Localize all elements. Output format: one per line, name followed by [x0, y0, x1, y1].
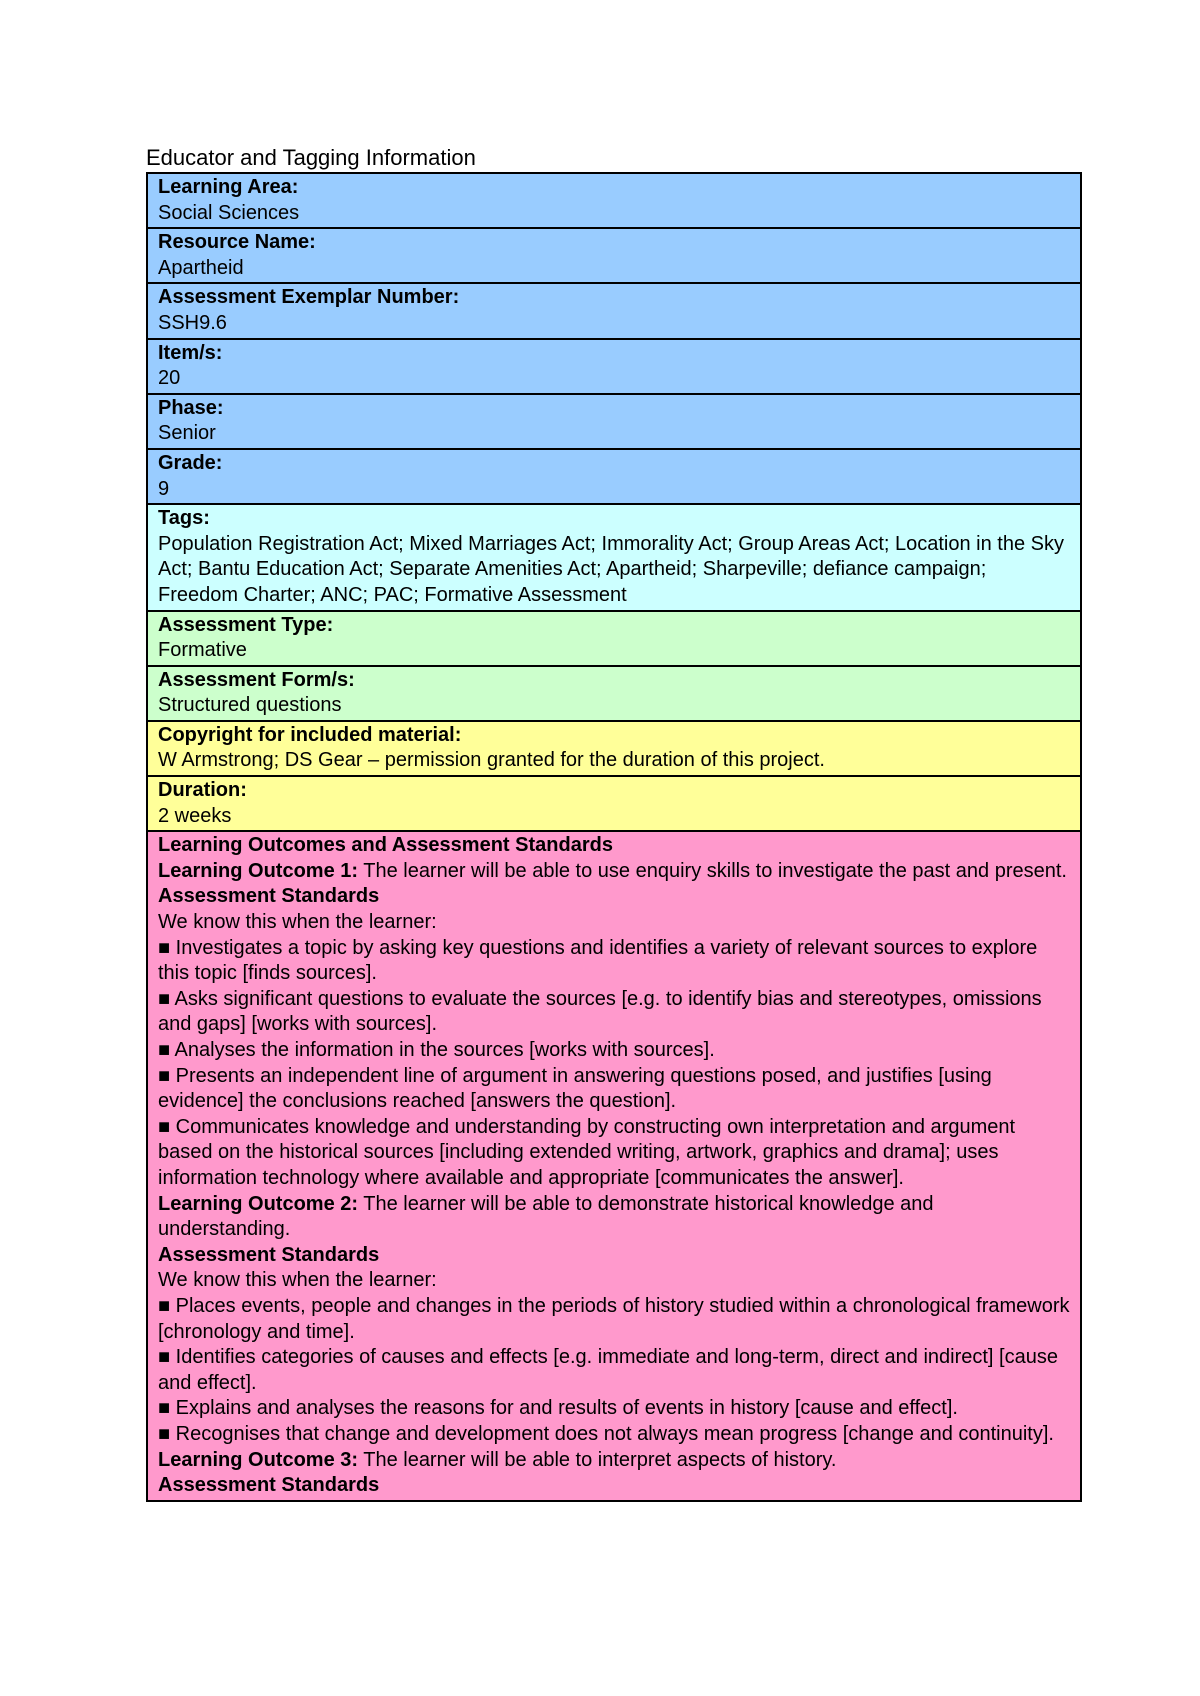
- standard-item: ■ Places events, people and changes in the periods of history studied within a chronological framework [chronology and time].: [158, 1294, 1070, 1343]
- lo1-text: The learner will be able to use enquiry skills to investigate the past and present.: [358, 859, 1067, 882]
- row-label: Learning Area:: [158, 176, 299, 198]
- row-value: Formative: [158, 639, 247, 662]
- row-value: Apartheid: [158, 256, 244, 279]
- assessment-standards-heading: Assessment Standards: [158, 1243, 380, 1266]
- lo3-text: The learner will be able to interpret aspects of history.: [358, 1448, 837, 1471]
- row-value: W Armstrong; DS Gear – permission granted for the duration of this project.: [158, 749, 825, 772]
- row-value: SSH9.6: [158, 311, 227, 334]
- row-items: [148, 338, 1080, 393]
- learning-outcome-2: [158, 1192, 1070, 1243]
- standard-item: ■ Communicates knowledge and understanding by constructing own interpretation and argument based on the historical sources [including extended writing, artwork, graphics and drama]; uses information technology where available and appropriate [communicates the answer].: [158, 1115, 1016, 1189]
- standard-item: ■ Recognises that change and development does not always mean progress [change and continuity].: [158, 1422, 1054, 1445]
- row-value: 9: [158, 477, 170, 500]
- row-label: Assessment Type:: [158, 613, 334, 636]
- row-label: Grade:: [158, 451, 223, 474]
- document-title: Educator and Tagging Information: [146, 145, 476, 170]
- standard-item: ■ Identifies categories of causes and effects [e.g. immediate and long-term, direct and indirect] [cause and effect].: [158, 1346, 1058, 1394]
- row-label: Assessment Form/s:: [158, 668, 355, 691]
- standard-item: ■ Explains and analyses the reasons for and results of events in history [cause and effect].: [158, 1397, 958, 1420]
- learning-outcome-1: [158, 859, 1070, 885]
- lo2-text: The learner will be able to demonstrate historical knowledge and understanding.: [158, 1192, 934, 1241]
- we-know-text: We know this when the learner:: [158, 1269, 437, 1292]
- row-outcomes-standards: [148, 830, 1080, 1499]
- row-assessment-type: [148, 610, 1080, 665]
- row-phase: [148, 393, 1080, 448]
- row-learning-area: [148, 174, 1080, 227]
- row-duration: [148, 775, 1080, 830]
- lo3-label: Learning Outcome 3:: [158, 1448, 359, 1471]
- assessment-standards-heading: Assessment Standards: [158, 1474, 380, 1497]
- assessment-standards-heading: Assessment Standards: [158, 885, 380, 908]
- row-label: Phase:: [158, 396, 224, 419]
- row-exemplar-number: [148, 282, 1080, 337]
- row-label: Assessment Exemplar Number:: [158, 286, 460, 309]
- row-value: 2 weeks: [158, 804, 232, 827]
- row-label: Copyright for included material:: [158, 723, 462, 746]
- row-resource-name: [148, 227, 1080, 282]
- row-label: Duration:: [158, 779, 247, 802]
- row-assessment-forms: [148, 665, 1080, 720]
- standard-item: ■ Investigates a topic by asking key questions and identifies a variety of relevant sources to explore this topic [finds sources].: [158, 936, 1038, 985]
- standard-item: ■ Asks significant questions to evaluate the sources [e.g. to identify bias and stereotypes, omissions and gaps] [works with sources].: [158, 987, 1042, 1036]
- row-value: Structured questions: [158, 694, 342, 717]
- lo1-label: Learning Outcome 1:: [158, 859, 359, 882]
- row-label: Resource Name:: [158, 231, 316, 254]
- row-value: Population Registration Act; Mixed Marriages Act; Immorality Act; Group Areas Act; Location in the Sky Act; Bantu Education Act; Separate Amenities Act; Apartheid; Sharpeville; defiance campaign; Freedom Charter; ANC; PAC; Formative Assessment: [158, 532, 1064, 606]
- row-value: 20: [158, 367, 181, 390]
- standard-item: ■ Analyses the information in the sources [works with sources].: [158, 1039, 715, 1061]
- outcomes-heading: Learning Outcomes and Assessment Standards: [158, 834, 613, 857]
- row-value: Senior: [158, 422, 216, 445]
- row-label: Tags:: [158, 507, 210, 530]
- row-value: Social Sciences: [158, 201, 300, 224]
- lo2-label: Learning Outcome 2:: [158, 1192, 359, 1215]
- row-grade: [148, 448, 1080, 503]
- we-know-text: We know this when the learner:: [158, 911, 437, 934]
- row-label: Item/s:: [158, 341, 223, 364]
- tagging-info-table: [146, 172, 1082, 1502]
- learning-outcome-3: [158, 1448, 1070, 1474]
- row-tags: [148, 503, 1080, 609]
- standard-item: ■ Presents an independent line of argument in answering questions posed, and justifies [using evidence] the conclusions reached [answers the question].: [158, 1064, 992, 1113]
- row-copyright: [148, 720, 1080, 775]
